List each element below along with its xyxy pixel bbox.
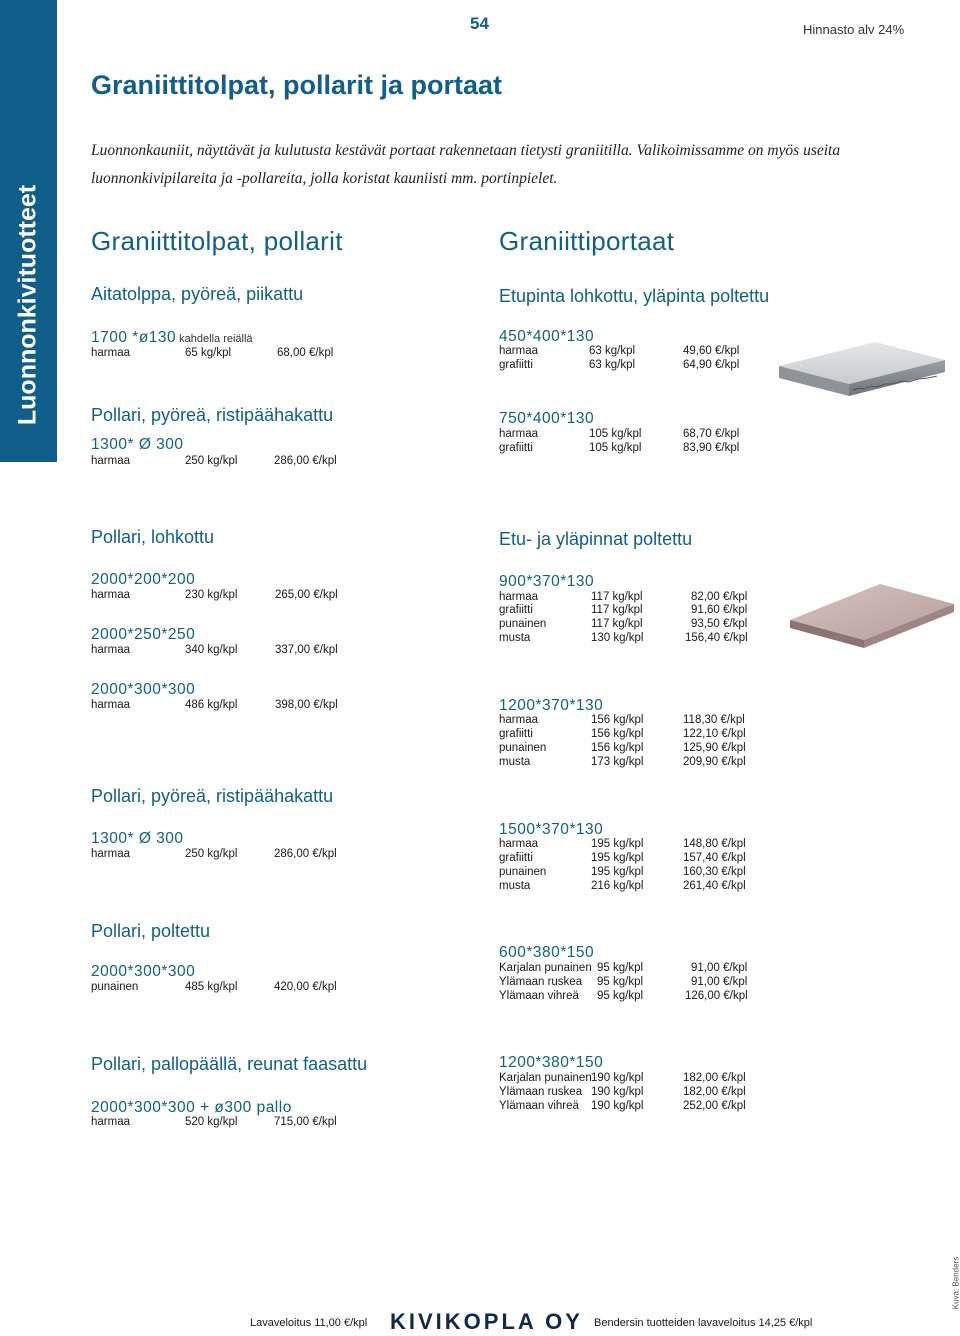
row-price: 398,00 €/kpl — [275, 699, 338, 711]
row-color: harmaa — [91, 848, 130, 860]
row-price: 83,90 €/kpl — [683, 442, 740, 454]
row-color: grafiitti — [499, 852, 533, 864]
row-price: 148,80 €/kpl — [683, 838, 746, 850]
row-price: 420,00 €/kpl — [274, 981, 337, 993]
dimension-label: 1200*370*130 — [499, 697, 604, 714]
dimension-note: kahdella reiällä — [179, 333, 253, 345]
row-color: punainen — [499, 866, 547, 878]
row-weight: 230 kg/kpl — [185, 589, 238, 601]
row-price: 64,90 €/kpl — [683, 359, 740, 371]
dimension-label — [91, 329, 253, 347]
row-color: grafiitti — [499, 359, 533, 371]
row-weight: 65 kg/kpl — [185, 347, 232, 359]
row-weight: 190 kg/kpl — [591, 1086, 644, 1098]
row-price: 68,70 €/kpl — [683, 428, 740, 440]
row-weight: 117 kg/kpl — [591, 618, 643, 630]
dimension-value: 1700 *ø130 — [91, 329, 177, 346]
row-weight: 190 kg/kpl — [591, 1072, 644, 1084]
company-logo: KIVIKOPLA OY — [390, 1309, 583, 1334]
row-price: 126,00 €/kpl — [685, 990, 748, 1002]
row-color: harmaa — [91, 455, 130, 467]
dimension-label: 2000*250*250 — [91, 626, 196, 643]
side-tab-label: Luonnonkivituotteet — [13, 184, 42, 426]
dimension-label: 2000*300*300 — [91, 681, 196, 698]
intro-text: Luonnonkauniit, näyttävät ja kulutusta kestävät portaat rakennetaan tietysti graniitilla. Valikoimissamme on myös useita luonnonkivipilareita ja -pollareita, jolla koristat kauniisti mm. portinpielet. — [91, 142, 841, 187]
side-tab — [0, 0, 57, 462]
row-color: harmaa — [91, 589, 130, 601]
row-price: 156,40 €/kpl — [685, 632, 748, 644]
row-price: 91,60 €/kpl — [691, 604, 748, 616]
row-weight: 117 kg/kpl — [591, 604, 643, 616]
row-weight: 195 kg/kpl — [591, 866, 644, 878]
row-price: 49,60 €/kpl — [683, 345, 740, 357]
row-weight: 156 kg/kpl — [591, 714, 644, 726]
row-color: musta — [499, 880, 531, 892]
row-weight: 130 kg/kpl — [591, 632, 644, 644]
row-price: 82,00 €/kpl — [691, 591, 748, 603]
row-price: 209,90 €/kpl — [683, 756, 746, 768]
row-weight: 156 kg/kpl — [591, 742, 644, 754]
group-title: Pollari, pallopäällä, reunat faasattu — [91, 1054, 368, 1074]
row-price: 261,40 €/kpl — [683, 880, 746, 892]
row-price: 715,00 €/kpl — [274, 1116, 337, 1128]
row-weight: 117 kg/kpl — [591, 591, 643, 603]
row-weight: 190 kg/kpl — [591, 1100, 644, 1112]
row-color: harmaa — [91, 1116, 130, 1128]
row-weight: 195 kg/kpl — [591, 838, 644, 850]
row-price: 118,30 €/kpl — [683, 714, 745, 726]
group-title: Pollari, poltettu — [91, 921, 211, 941]
row-weight: 485 kg/kpl — [185, 981, 238, 993]
row-color: Karjalan punainen — [499, 1072, 592, 1084]
row-price: 337,00 €/kpl — [275, 644, 338, 656]
dimension-label: 1300* Ø 300 — [91, 830, 184, 847]
row-color: Karjalan punainen — [499, 962, 592, 974]
row-price: 252,00 €/kpl — [683, 1100, 746, 1112]
dimension-label: 600*380*150 — [499, 944, 595, 961]
price-note: Hinnasto alv 24% — [803, 22, 905, 37]
group-title: Pollari, pyöreä, ristipäähakattu — [91, 405, 334, 425]
row-color: musta — [499, 632, 531, 644]
row-price: 93,50 €/kpl — [691, 618, 748, 630]
row-weight: 250 kg/kpl — [185, 455, 238, 467]
dimension-label: 2000*200*200 — [91, 571, 196, 588]
page-number: 54 — [470, 14, 489, 33]
row-color: Ylämaan ruskea — [499, 1086, 583, 1098]
group-title: Etupinta lohkottu, yläpinta poltettu — [499, 286, 770, 306]
row-price: 286,00 €/kpl — [274, 455, 337, 467]
row-color: harmaa — [91, 347, 130, 359]
row-color: harmaa — [499, 714, 538, 726]
row-color: Ylämaan ruskea — [499, 976, 583, 988]
row-weight: 156 kg/kpl — [591, 728, 644, 740]
row-color: harmaa — [91, 699, 130, 711]
row-color: Ylämaan vihreä — [499, 1100, 579, 1112]
row-weight: 340 kg/kpl — [185, 644, 238, 656]
row-price: 286,00 €/kpl — [274, 848, 337, 860]
row-weight: 95 kg/kpl — [597, 976, 644, 988]
row-color: punainen — [499, 742, 547, 754]
row-weight: 63 kg/kpl — [589, 345, 636, 357]
row-color: grafiitti — [499, 728, 533, 740]
row-color: Ylämaan vihreä — [499, 990, 579, 1002]
dimension-label: 2000*300*300 — [91, 963, 196, 980]
dimension-label: 450*400*130 — [499, 328, 595, 345]
row-weight: 195 kg/kpl — [591, 852, 644, 864]
row-price: 182,00 €/kpl — [683, 1086, 746, 1098]
group-title: Aitatolppa, pyöreä, piikattu — [91, 284, 304, 304]
dimension-label: 1500*370*130 — [499, 821, 604, 838]
stone-step-flamed-image — [788, 580, 956, 650]
row-price: 91,00 €/kpl — [691, 976, 748, 988]
row-color: punainen — [91, 981, 139, 993]
row-color: harmaa — [499, 345, 538, 357]
dimension-label: 750*400*130 — [499, 410, 595, 427]
row-color: harmaa — [499, 591, 538, 603]
dimension-label: 2000*300*300 + ø300 pallo — [91, 1099, 292, 1116]
group-title: Pollari, pyöreä, ristipäähakattu — [91, 786, 334, 806]
row-price: 265,00 €/kpl — [275, 589, 338, 601]
row-color: harmaa — [499, 428, 538, 440]
row-price: 91,00 €/kpl — [691, 962, 748, 974]
row-color: grafiitti — [499, 442, 533, 454]
row-weight: 520 kg/kpl — [185, 1116, 238, 1128]
row-color: grafiitti — [499, 604, 533, 616]
row-price: 68,00 €/kpl — [277, 347, 334, 359]
row-weight: 105 kg/kpl — [589, 442, 642, 454]
row-weight: 486 kg/kpl — [185, 699, 238, 711]
page-title: Graniittitolpat, pollarit ja portaat — [91, 70, 503, 100]
row-weight: 173 kg/kpl — [591, 756, 644, 768]
row-price: 157,40 €/kpl — [683, 852, 746, 864]
dimension-label: 1300* Ø 300 — [91, 436, 184, 453]
group-title: Pollari, lohkottu — [91, 527, 215, 547]
row-price: 160,30 €/kpl — [683, 866, 746, 878]
row-weight: 216 kg/kpl — [591, 880, 644, 892]
group-title: Etu- ja yläpinnat poltettu — [499, 529, 693, 549]
pallet-fee-left: Lavaveloitus 11,00 €/kpl — [250, 1317, 368, 1329]
row-color: punainen — [499, 618, 547, 630]
row-color: musta — [499, 756, 531, 768]
row-weight: 250 kg/kpl — [185, 848, 238, 860]
row-price: 125,90 €/kpl — [683, 742, 746, 754]
dimension-label: 900*370*130 — [499, 573, 595, 590]
dimension-label: 1200*380*150 — [499, 1054, 604, 1071]
row-price: 122,10 €/kpl — [683, 728, 746, 740]
pallet-fee-right: Bendersin tuotteiden lavaveloitus 14,25 €/kpl — [594, 1317, 813, 1329]
row-weight: 95 kg/kpl — [597, 962, 644, 974]
left-heading: Graniittitolpat, pollarit — [91, 226, 343, 256]
row-price: 182,00 €/kpl — [683, 1072, 746, 1084]
right-heading: Graniittiportaat — [499, 226, 675, 256]
row-color: harmaa — [91, 644, 130, 656]
row-weight: 63 kg/kpl — [589, 359, 636, 371]
stone-step-split-face-image — [775, 338, 947, 398]
row-weight: 95 kg/kpl — [597, 990, 644, 1002]
row-weight: 105 kg/kpl — [589, 428, 642, 440]
photo-credit: Kuva: Benders — [951, 1256, 960, 1310]
row-color: harmaa — [499, 838, 538, 850]
